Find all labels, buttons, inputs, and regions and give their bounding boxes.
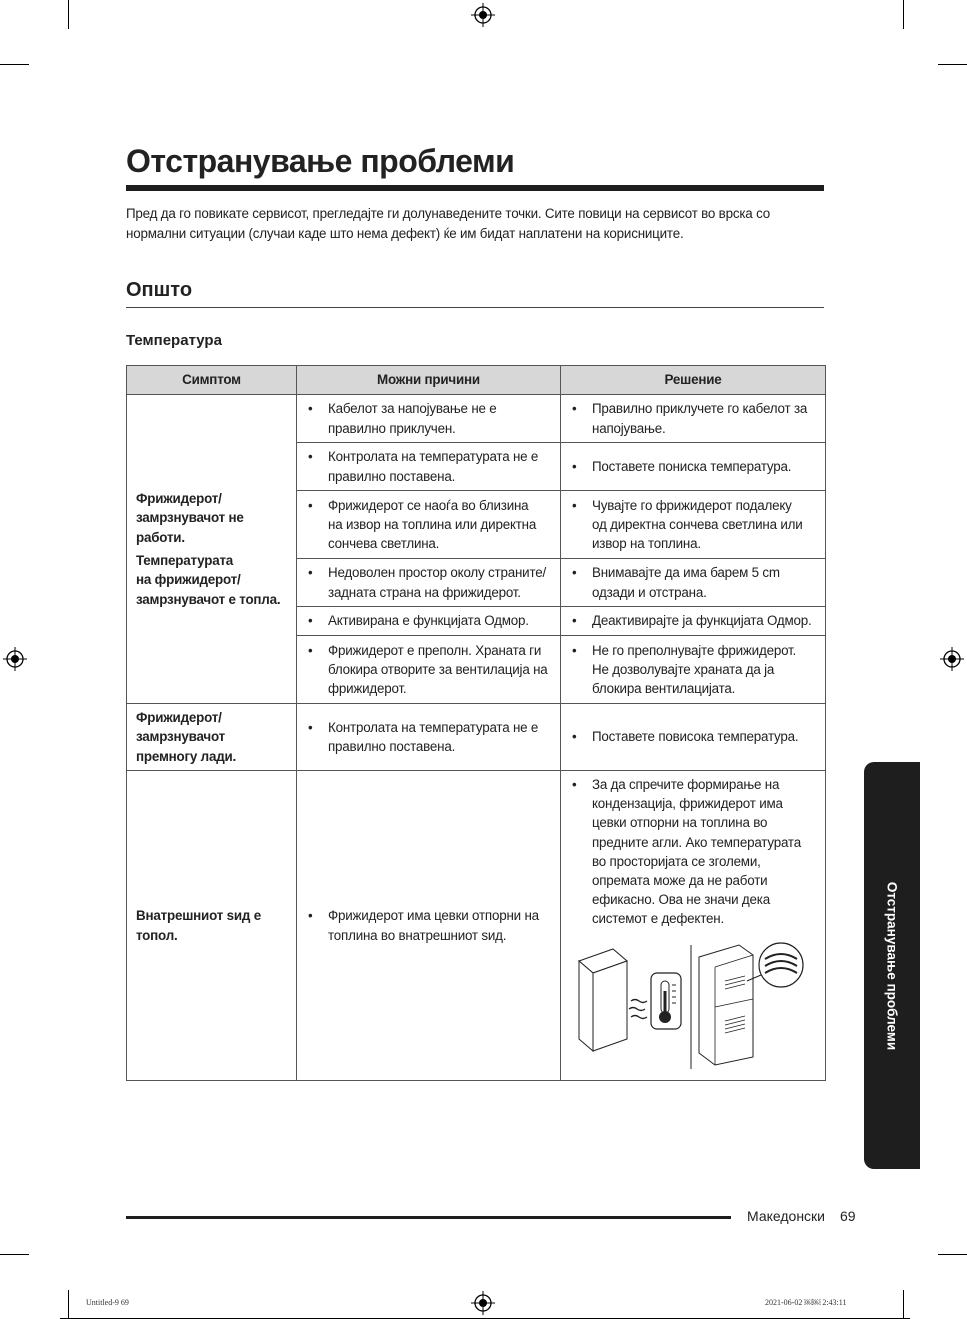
crop-mark bbox=[68, 0, 69, 29]
side-tab bbox=[864, 762, 920, 1169]
section-heading: Општо bbox=[126, 279, 193, 301]
solution-cell bbox=[561, 491, 826, 559]
page-number: 69 bbox=[840, 1208, 856, 1224]
solution-text: Деактивирајте ја функцијата Одмор. bbox=[592, 613, 812, 629]
bullet-icon: • bbox=[308, 613, 313, 629]
bullet-icon: • bbox=[572, 565, 577, 581]
table-row bbox=[127, 395, 826, 443]
intro-line: Пред да го повикате сервисот, прегледајте ги долунаведените точки. Сите повици на сервисот во врска со bbox=[126, 206, 770, 221]
crop-mark bbox=[903, 0, 904, 29]
solution-cell bbox=[561, 607, 826, 636]
cause-cell bbox=[297, 636, 561, 704]
subsection-heading: Температура bbox=[126, 332, 222, 349]
symptom-cell bbox=[127, 704, 297, 771]
cause-text: Контролата на температурата не е правилно поставена. bbox=[328, 719, 539, 754]
table-row bbox=[127, 704, 826, 771]
cause-text: Фрижидерот се наоѓа во близина на извор на топлина или директна сончева светлина. bbox=[328, 497, 537, 552]
table-row bbox=[127, 771, 826, 1081]
cause-text: Недоволен простор околу страните/ задната страна на фрижидерот. bbox=[328, 565, 546, 600]
cause-cell bbox=[297, 607, 561, 636]
crop-mark bbox=[938, 1254, 967, 1255]
page-title: Отстранување проблеми bbox=[126, 143, 515, 179]
header-symptom: Симптом bbox=[127, 366, 297, 395]
registration-mark-icon bbox=[471, 3, 495, 27]
header-causes: Можни причини bbox=[297, 366, 561, 395]
bullet-icon: • bbox=[572, 613, 577, 629]
cause-text: Кабелот за напојување не е правилно приклучен. bbox=[328, 401, 497, 436]
cause-cell bbox=[297, 443, 561, 491]
bullet-icon: • bbox=[308, 642, 313, 658]
symptom-text: Фрижидерот/ замрзнувачот не работи. bbox=[136, 490, 244, 545]
bullet-icon: • bbox=[572, 777, 577, 792]
crop-mark bbox=[903, 1290, 904, 1319]
solution-cell bbox=[561, 704, 826, 771]
table-header-row bbox=[127, 366, 826, 395]
registration-mark-icon bbox=[3, 647, 27, 671]
solution-cell bbox=[561, 636, 826, 704]
solution-text: Не го преполнувајте фрижидерот. Не дозволувајте храната да ја блокира вентилацијата. bbox=[592, 642, 796, 697]
symptom-text: Температурата на фрижидерот/ замрзнувачот е топла. bbox=[136, 552, 281, 607]
cause-text: Активирана е функцијата Одмор. bbox=[328, 613, 529, 629]
section-rule bbox=[126, 307, 824, 308]
symptom-cell bbox=[127, 395, 297, 704]
cause-text: Контролата на температурата не е правилно поставена. bbox=[328, 449, 539, 484]
crop-mark bbox=[938, 64, 967, 65]
bullet-icon: • bbox=[572, 497, 577, 513]
bullet-icon: • bbox=[308, 449, 313, 465]
symptom-text: Фрижидерот/ замрзнувачот премногу лади. bbox=[136, 709, 237, 764]
crop-mark bbox=[0, 64, 29, 65]
solution-cell bbox=[561, 771, 826, 1081]
solution-cell bbox=[561, 559, 826, 607]
print-slug: Untitled-9 69 bbox=[86, 1298, 129, 1307]
cause-cell bbox=[297, 771, 561, 1081]
crop-mark bbox=[0, 1254, 29, 1255]
solution-text: За да спречите формирање на кондензација, фрижидерот има цевки отпорни на топлина во предните агли. Ако температурата во просторијата се зголеми, опремата може да не работи ефикасно. Ова не значи дека системот е дефектен. bbox=[592, 777, 801, 927]
solution-text: Чувајте го фрижидерот подалеку од директна сончева светлина или извор на топлина. bbox=[592, 497, 803, 552]
print-timestamp: 2021-06-02 ￼￼ 2:43:11 bbox=[765, 1298, 847, 1307]
side-tab-label: Отстранување проблеми bbox=[884, 881, 900, 1050]
symptom-text: Внатрешниот ѕид е топол. bbox=[136, 907, 261, 943]
bullet-icon: • bbox=[308, 908, 313, 924]
bullet-icon: • bbox=[308, 497, 313, 513]
bullet-icon: • bbox=[572, 729, 577, 745]
intro-line: нормални ситуации (случаи каде што нема дефект) ќе им бидат наплатени на корисниците. bbox=[126, 226, 684, 241]
header-solution: Решение bbox=[561, 366, 826, 395]
bullet-icon: • bbox=[308, 565, 313, 581]
registration-mark-icon bbox=[940, 647, 964, 671]
solution-text: Правилно приклучете го кабелот за напојување. bbox=[592, 401, 808, 436]
solution-text: Внимавајте да има барем 5 cm одзади и отстрана. bbox=[592, 565, 780, 600]
solution-text: Поставете пониска температура. bbox=[592, 458, 792, 474]
cause-cell bbox=[297, 491, 561, 559]
solution-cell bbox=[561, 395, 826, 443]
bullet-icon: • bbox=[572, 458, 577, 474]
solution-text: Поставете повисока температура. bbox=[592, 729, 799, 745]
bullet-icon: • bbox=[308, 401, 313, 417]
registration-mark-icon bbox=[471, 1291, 495, 1315]
cause-cell bbox=[297, 704, 561, 771]
cause-text: Фрижидерот е преполн. Храната ги блокира отворите за вентилација на фрижидерот. bbox=[328, 642, 548, 697]
cause-text: Фрижидерот има цевки отпорни на топлина во внатрешниот ѕид. bbox=[328, 908, 539, 943]
cause-cell bbox=[297, 559, 561, 607]
intro-text bbox=[126, 204, 824, 244]
bullet-icon: • bbox=[572, 401, 577, 417]
bullet-icon: • bbox=[308, 719, 313, 735]
cause-cell bbox=[297, 395, 561, 443]
title-rule bbox=[126, 185, 824, 191]
footer-rule bbox=[126, 1216, 731, 1219]
solution-cell bbox=[561, 443, 826, 491]
fridge-heat-illustration bbox=[575, 941, 807, 1069]
crop-mark bbox=[68, 1290, 69, 1319]
footer-language: Македонски bbox=[747, 1208, 825, 1224]
troubleshooting-table bbox=[126, 365, 826, 1081]
symptom-cell bbox=[127, 771, 297, 1081]
bullet-icon: • bbox=[572, 642, 577, 658]
